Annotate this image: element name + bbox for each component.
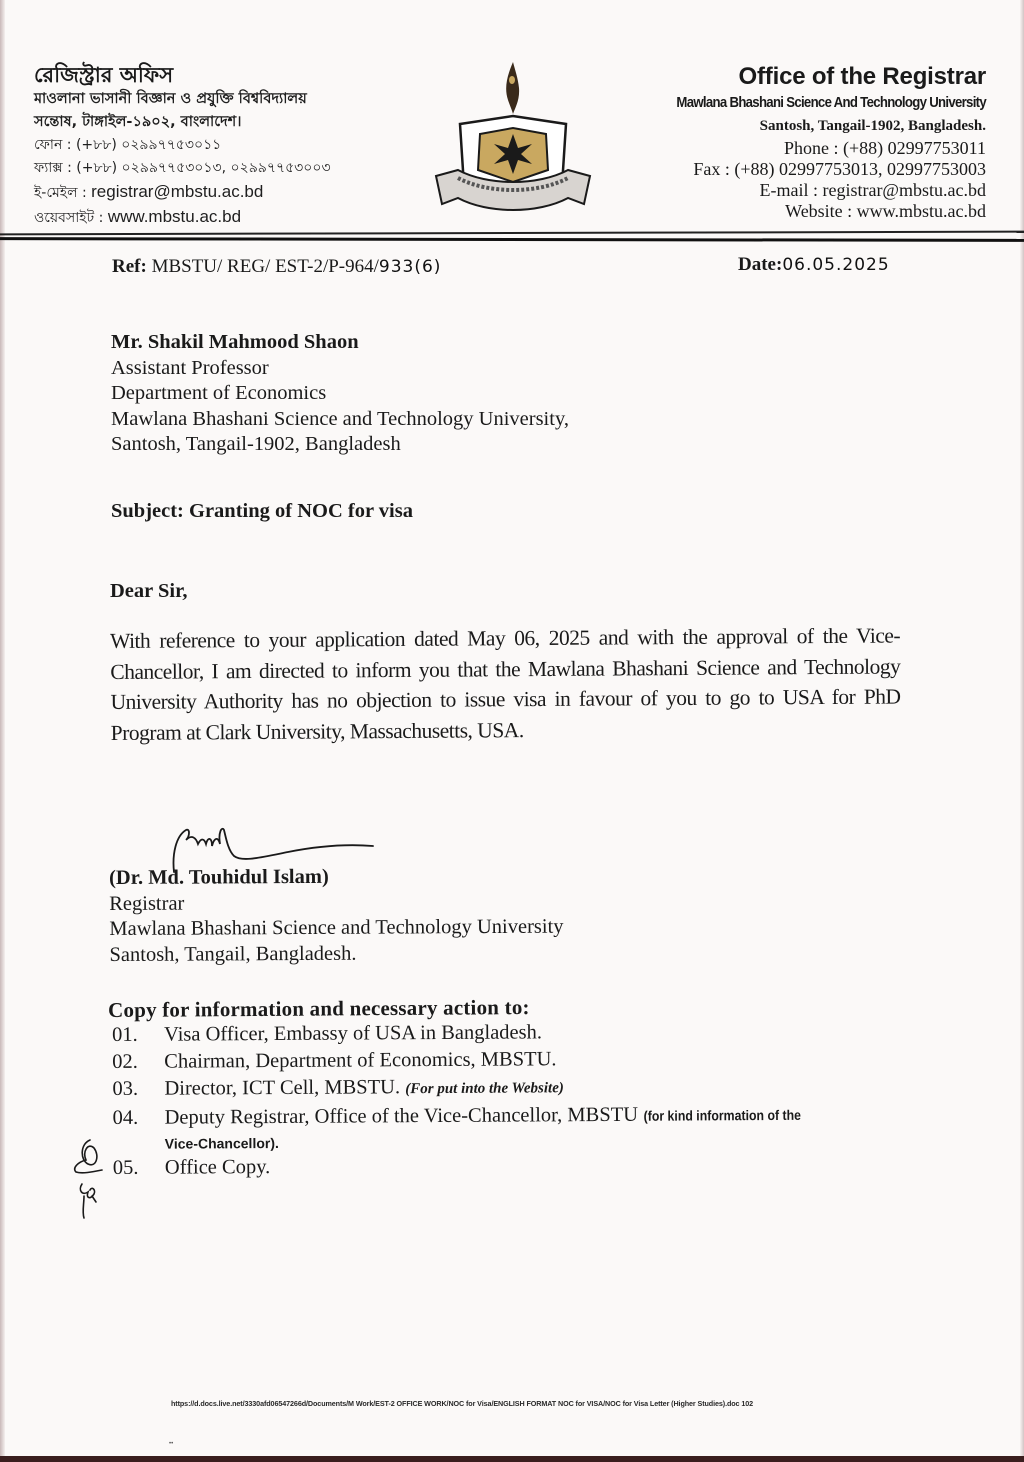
bengali-phone xyxy=(34,134,394,157)
torch-flame-icon xyxy=(506,62,519,114)
website-value: www.mbstu.ac.bd xyxy=(107,207,242,226)
copy-item-text: Chairman, Department of Economics, MBSTU. xyxy=(164,1048,557,1073)
subject-line: Subject: Granting of NOC for visa xyxy=(111,500,413,522)
copy-heading: Copy for information and necessary action to: xyxy=(108,995,530,1022)
date-line xyxy=(738,254,890,276)
signatory-line: Registrar xyxy=(109,892,185,915)
bengali-office-title: রেজিস্ট্রার অফিস xyxy=(34,63,174,87)
scan-edge xyxy=(1020,0,1024,1462)
date-label: Date: xyxy=(738,254,783,275)
scan-edge xyxy=(0,1456,1024,1462)
scan-edge xyxy=(0,0,5,1462)
phone-label: ফোন : xyxy=(34,137,72,153)
bengali-address: সন্তোষ, টাঙ্গাইল-১৯০২, বাংলাদেশ। xyxy=(34,114,242,130)
fax-label: ফ্যাক্স : xyxy=(34,160,72,176)
recipient-name: Mr. Shakil Mahmood Shaon xyxy=(111,331,359,353)
recipient-line: Mawlana Bhashani Science and Technology University, xyxy=(111,407,569,430)
letter-body: With reference to your application dated May 06, 2025 and with the approval of the Vice-Chancellor, I am directed to inform you that the Mawlana Bhashani Science and Technology University Authority has no objection to issue visa in favour of you to go to USA for PhD Program at Clark University, Massachusetts, USA. xyxy=(110,623,901,745)
bengali-website xyxy=(34,205,394,230)
copy-item-number: 04. xyxy=(112,1106,139,1129)
copy-item-number: 05. xyxy=(112,1156,139,1179)
reference-line xyxy=(112,256,441,278)
letterhead-english xyxy=(566,62,986,222)
bengali-email xyxy=(34,180,394,205)
signatory-line: Mawlana Bhashani Science and Technology University xyxy=(109,915,564,940)
handwritten-initials xyxy=(62,1138,122,1220)
signatory-name: (Dr. Md. Touhidul Islam) xyxy=(109,865,329,889)
recipient-line: Department of Economics xyxy=(111,382,327,404)
copy-item-number: 02. xyxy=(112,1050,138,1073)
university-name: Mawlana Bhashani Science And Technology University xyxy=(676,94,986,111)
copy-item-text: Office Copy. xyxy=(164,1156,271,1179)
copy-item-text: Deputy Registrar, Office of the Vice-Chancellor, MBSTU xyxy=(164,1103,639,1129)
copy-item-note-continuation: Vice-Chancellor). xyxy=(164,1134,279,1152)
website-label: ওয়েবসাইট : xyxy=(34,210,104,226)
fax-line: Fax : (+88) 02997753013, 02997753003 xyxy=(693,159,986,179)
ref-label: Ref: xyxy=(112,256,147,277)
page-mark: •• xyxy=(169,1441,174,1447)
email-label: ই-মেইল : xyxy=(34,185,87,201)
salutation: Dear Sir, xyxy=(110,580,188,602)
copy-item-number: 01. xyxy=(112,1023,138,1046)
copy-item-text: Director, ICT Cell, MBSTU. xyxy=(164,1076,401,1100)
signatory-line: Santosh, Tangail, Bangladesh. xyxy=(109,942,357,966)
copy-item xyxy=(113,1150,973,1182)
fax-value: (+৮৮) ০২৯৯৭৭৫৩০১৩, ০২৯৯৭৭৫৩০০৩ xyxy=(76,160,331,176)
copy-item-note: (for kind information of the xyxy=(643,1106,801,1124)
ref-handwritten-number: 933(6) xyxy=(378,257,442,277)
bengali-fax xyxy=(34,157,394,180)
university-address: Santosh, Tangail-1902, Bangladesh. xyxy=(759,118,986,134)
copy-item-number: 03. xyxy=(112,1077,139,1100)
copy-item-note: (For put into the Website) xyxy=(405,1080,564,1098)
email-value: registrar@mbstu.ac.bd xyxy=(91,182,264,201)
recipient-line: Assistant Professor xyxy=(111,356,269,379)
date-value: 06.05.2025 xyxy=(782,255,890,275)
office-title: Office of the Registrar xyxy=(738,63,986,90)
signatory-block xyxy=(109,864,564,968)
phone-line: Phone : (+88) 02997753011 xyxy=(784,138,986,158)
recipient-block xyxy=(111,330,569,458)
header-divider-thin xyxy=(0,231,1024,236)
copy-list xyxy=(112,1017,973,1182)
flame-highlight xyxy=(509,76,515,84)
recipient-line: Santosh, Tangail-1902, Bangladesh xyxy=(111,433,401,455)
copy-item-text: Visa Officer, Embassy of USA in Bangladesh. xyxy=(164,1021,543,1046)
header-divider-thick xyxy=(0,237,1024,242)
website-line: Website : www.mbstu.ac.bd xyxy=(785,201,986,221)
footer-file-path: https://d.docs.live.net/3330afd06547266d/Documents/M Work/EST-2 OFFICE WORK/NOC for Visa/ENGLISH FORMAT NOC for VISA/NOC for Visa Letter (Higher Studies).doc 102 xyxy=(171,1399,754,1408)
letterhead-bengali xyxy=(34,62,394,230)
phone-value: (+৮৮) ০২৯৯৭৭৫৩০১১ xyxy=(75,137,222,153)
ref-value: MBSTU/ REG/ EST-2/P-964/ xyxy=(151,256,379,277)
bengali-university-name: মাওলানা ভাসানী বিজ্ঞান ও প্রযুক্তি বিশ্ববিদ্যালয় xyxy=(34,91,307,107)
email-line: E-mail : registrar@mbstu.ac.bd xyxy=(759,180,986,200)
